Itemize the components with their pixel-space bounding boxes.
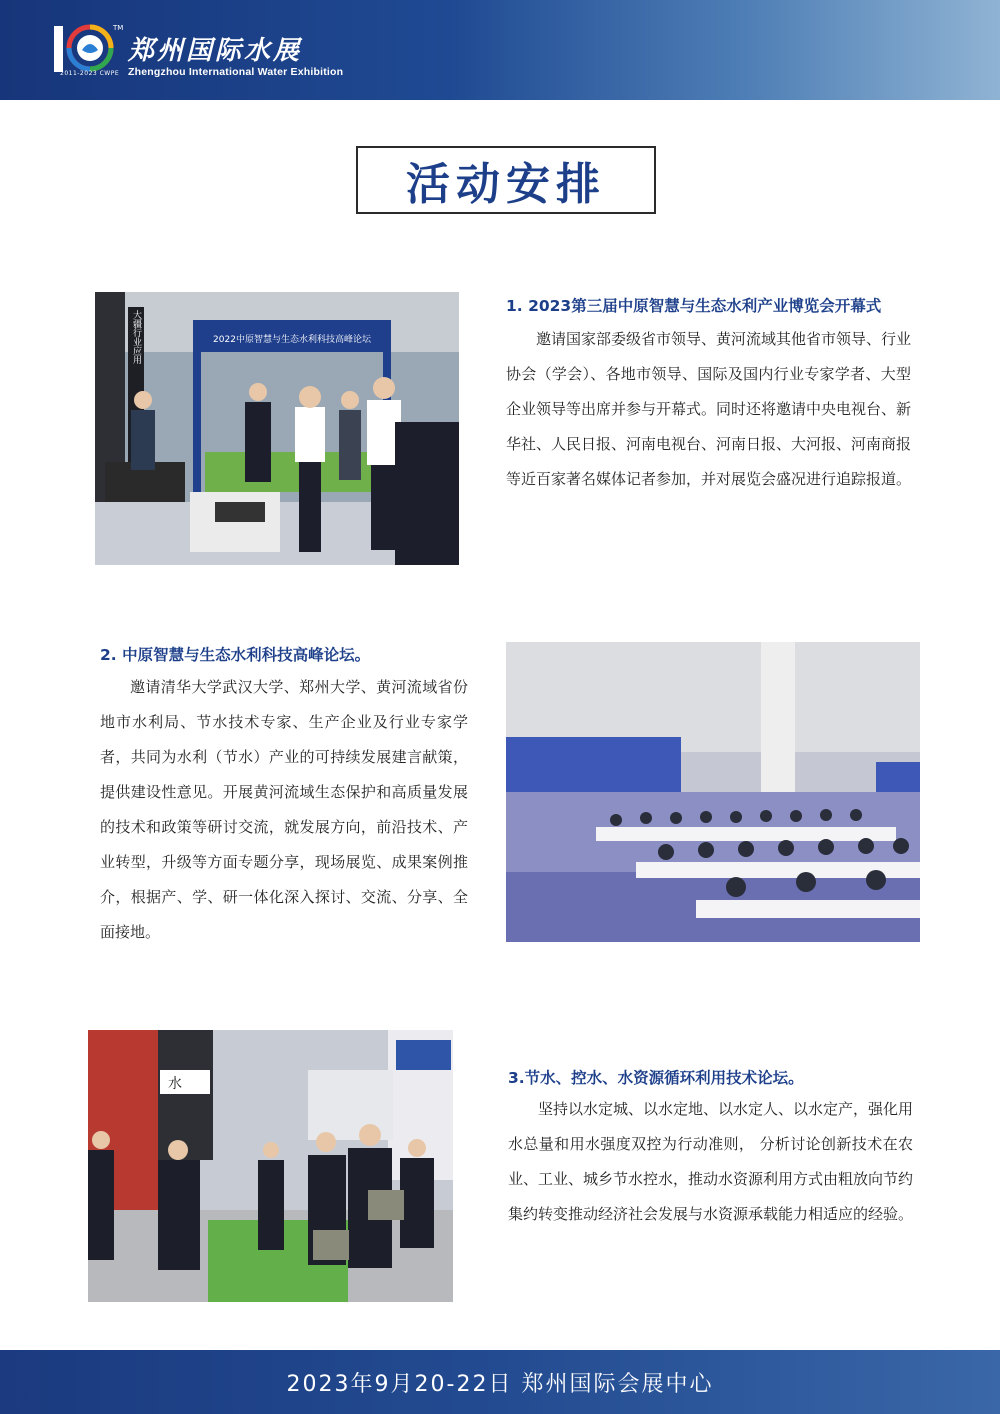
booth-sign-text: 水 [168,1076,182,1092]
water-saving-forum-photo [88,1030,453,1302]
pillar-text: 大疆行业应用 [131,310,141,364]
page-title-box [356,146,656,214]
section-1-heading: 1. 2023第三届中原智慧与生态水利产业博览会开幕式 [506,297,882,315]
forum-photo [506,642,920,942]
section-3-body: 坚持以水定城、以水定地、以水定人、以水定产，强化用水总量和用水强度双控为行动准则， 分析讨论创新技术在农业、工业、城乡节水控水，推动水资源利用方式由粗放向节约集约转变推动经济社会发展与水资源承载能力相适应的经验。 [508,1100,914,1223]
header-bar [0,0,1000,100]
logo-years: 2011-2023 CWPE [60,70,120,77]
section-1-body: 邀请国家部委级省市领导、黄河流域其他省市领导、行业协会（学会）、各地市领导、国际及国内行业专家学者、大型企业领导等出席并参与开幕式。同时还将邀请中央电视台、新华社、人民日报、河南电视台、河南日报、大河报、河南商报等近百家著名媒体记者参加，并对展览会盛况进行追踪报道。 [506,330,912,488]
opening-ceremony-photo [95,292,459,565]
exhibition-title-cn: 郑州国际水展 [128,36,303,66]
footer-date-venue: 2023年9月20-22日 郑州国际会展中心 [286,1371,714,1397]
section-2-heading: 2. 中原智慧与生态水利科技高峰论坛。 [100,646,371,664]
footer-bar [0,1350,1000,1414]
logo-tm: TM [113,24,124,32]
exhibition-title-en: Zhengzhou International Water Exhibition [128,66,344,78]
section-3-heading: 3.节水、控水、水资源循环利用技术论坛。 [508,1069,804,1087]
page-title: 活动安排 [406,159,606,210]
section-2-body: 邀请清华大学武汉大学、郑州大学、黄河流域省份地市水利局、节水技术专家、生产企业及行业专家学者，共同为水利（节水）产业的可持续发展建言献策，提供建设性意见。开展黄河流域生态保护和高质量发展的技术和政策等研讨交流，就发展方向，前沿技术、产业转型，升级等方面专题分享，现场展览、成果案例推介，根据产、学、研一体化深入探讨、交流、分享、全面接地。 [100,678,468,941]
photo-banner-text: 2022中原智慧与生态水利科技高峰论坛 [213,335,371,345]
